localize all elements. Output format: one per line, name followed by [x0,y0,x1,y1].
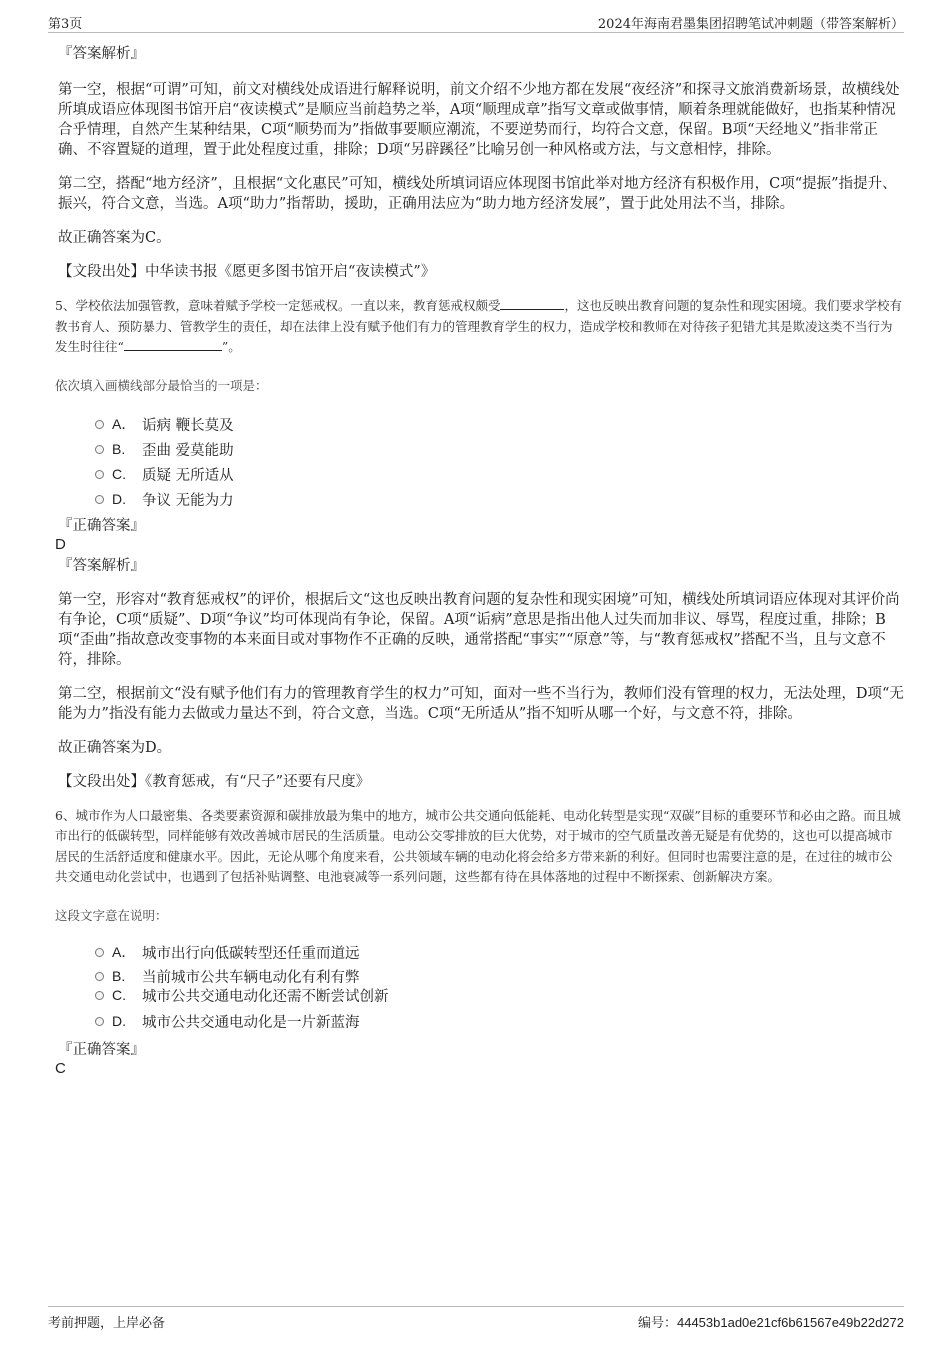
page-header [48,10,904,33]
q5-option-a[interactable] [95,412,904,437]
q6-stem: 6、城市作为人口最密集、各类要素资源和碳排放最为集中的地方，城市公共交通向低能耗、电动化转型是实现“双碳”目标的重要环节和必由之路。而且城市出行的低碳转型，同样能够有效改善城市居民的生活质量。电动公交零排放的巨大优势，对于城市的空气质量改善无疑是有优势的，这也可以提高城市居民的生活舒适度和健康水平。因此，无论从哪个角度来看，公共领域车辆的电动化将会给多方带来新的利好。但同时也需要注意的是，在过往的城市公共交通电动化尝试中，也遇到了包括补贴调整、电池衰减等一系列问题，这些都有待在具体落地的过程中不断探索、创新解决方案。 [55,807,901,884]
q5-option-d[interactable] [95,487,904,512]
q5-blank-1 [500,297,564,310]
option-letter: B. [112,968,126,984]
q5-options [95,412,904,512]
q6-prompt: 这段文字意在说明： [55,907,168,923]
option-text: 诟病 鞭长莫及 [142,417,234,434]
option-letter: A． [112,944,136,960]
option-letter: C. [112,987,126,1003]
radio-icon[interactable] [95,495,104,504]
option-letter: D. [112,1013,126,1029]
radio-icon[interactable] [95,445,104,454]
option-letter: B. [112,441,126,457]
option-text: 城市公共交通电动化是一片新蓝海 [142,1014,360,1031]
q5-conclusion: 故正确答案为D。 [58,739,172,756]
q5-stem-part-2: ，这也反映出教育问题的复杂性和现实困境。我们要求学校有教书育人、预防暴力、管教学生的责任，却在法律上没有赋予他们有力的管理教育学生的权力，造成学校和教师在对待孩子犯错尤其是欺凌这类不当行为发生时往往“ [55,298,902,354]
radio-icon[interactable] [95,948,104,957]
radio-icon[interactable] [95,420,104,429]
footer-slogan: 考前押题，上岸必备 [48,1316,166,1331]
radio-icon[interactable] [95,972,104,981]
page-content [55,44,904,1078]
q6-option-b[interactable] [95,967,904,986]
option-letter: C. [112,466,126,482]
q5-source: 【文段出处】《教育惩戒，有“尺子”还要有尺度》 [58,773,371,790]
option-letter: A． [112,416,136,432]
option-text: 歪曲 爱莫能助 [142,442,234,459]
q5-analysis-label: 『答案解析』 [58,557,145,574]
footer-code-label: 编号： [637,1316,677,1331]
q6-option-a[interactable] [95,940,904,965]
q5-stem [55,296,904,358]
page-number: 第3页 [48,17,83,32]
option-text: 质疑 无所适从 [142,467,234,484]
q5-blank-2 [124,338,222,351]
q6-option-c[interactable] [95,986,904,1005]
q5-stem-part-3: ”。 [221,339,241,354]
q4-conclusion: 故正确答案为C。 [58,230,171,246]
q4-analysis-label: 『答案解析』 [58,46,145,62]
q6-options [95,940,904,1034]
q5-option-b[interactable] [95,437,904,462]
option-text: 当前城市公共车辆电动化有利有弊 [142,969,360,986]
q5-stem-part-1: 5、学校依法加强管教，意味着赋予学校一定惩戒权。一直以来，教育惩戒权颇受 [55,298,501,313]
document-title: 2024年海南君墨集团招聘笔试冲刺题（带答案解析） [597,17,904,32]
q4-analysis-paragraph-1: 第一空，根据“可谓”可知，前文对横线处成语进行解释说明，前文介绍不少地方都在发展“夜经济”和探寻文旅消费新场景，故横线处所填成语应体现图书馆开启“夜读模式”是顺应当前趋势之举，A项“顺理成章”指写文章或做事情，顺着条理就能做好，也指某种情况合乎情理，自然产生某种结果，C项“顺势而为”指做事要顺应潮流，不要逆势而行，均符合文意，保留。B项“天经地义”指非常正确、不容置疑的道理，置于此处程度过重，排除；D项“另辟蹊径”比喻另创一种风格或方法，与文意相悖，排除。 [58,82,900,158]
q5-analysis-paragraph-1: 第一空，形容对“教育惩戒权”的评价，根据后文“这也反映出教育问题的复杂性和现实困境”可知，横线处所填词语应体现对其评价尚有争论，C项“质疑”、D项“争议”均可体现尚有争论，保留。A项“诟病”意思是指出他人过失而加非议、辱骂，程度过重，排除；B项“歪曲”指故意改变事物的本来面目或对事物作不正确的反映，通常搭配“事实”“原意”等，与“教育惩戒权”搭配不当，且与文意不符，排除。 [58,591,900,668]
footer-code-value: 44453b1ad0e21cf6b61567e49b22d272 [676,1315,904,1330]
footer-code [638,1312,904,1331]
radio-icon[interactable] [95,470,104,479]
q4-analysis-paragraph-2: 第二空，搭配“地方经济”，且根据“文化惠民”可知，横线处所填词语应体现图书馆此举对地方经济有积极作用，C项“提振”指提升、振兴，符合文意，当选。A项“助力”指帮助，援助，正确用法应为“助力地方经济发展”，置于此处用法不当，排除。 [58,176,897,212]
option-text: 城市公共交通电动化还需不断尝试创新 [142,988,389,1005]
q5-correct-answer: D [55,535,66,553]
q6-correct-answer: C [55,1059,66,1077]
option-text: 城市出行向低碳转型还任重而道远 [142,945,360,962]
q5-analysis-paragraph-2: 第二空，根据前文“没有赋予他们有力的管理教育学生的权力”可知，面对一些不当行为，教师们没有管理的权力，无法处理，D项“无能为力”指没有能力去做或力量达不到，符合文意，当选。C项“无所适从”指不知听从哪一个好，与文意不符，排除。 [58,685,904,722]
q5-correct-label: 『正确答案』 [58,517,145,534]
radio-icon[interactable] [95,991,104,1000]
q5-option-c[interactable] [95,462,904,487]
q6-option-d[interactable] [95,1009,904,1034]
q4-source: 【文段出处】中华读书报《愿更多图书馆开启“夜读模式”》 [58,264,436,280]
q6-correct-label: 『正确答案』 [58,1041,145,1058]
q5-prompt: 依次填入画横线部分最恰当的一项是： [55,377,268,393]
option-letter: D. [112,491,126,507]
option-text: 争议 无能为力 [142,492,234,509]
page-footer [48,1306,904,1329]
radio-icon[interactable] [95,1017,104,1026]
